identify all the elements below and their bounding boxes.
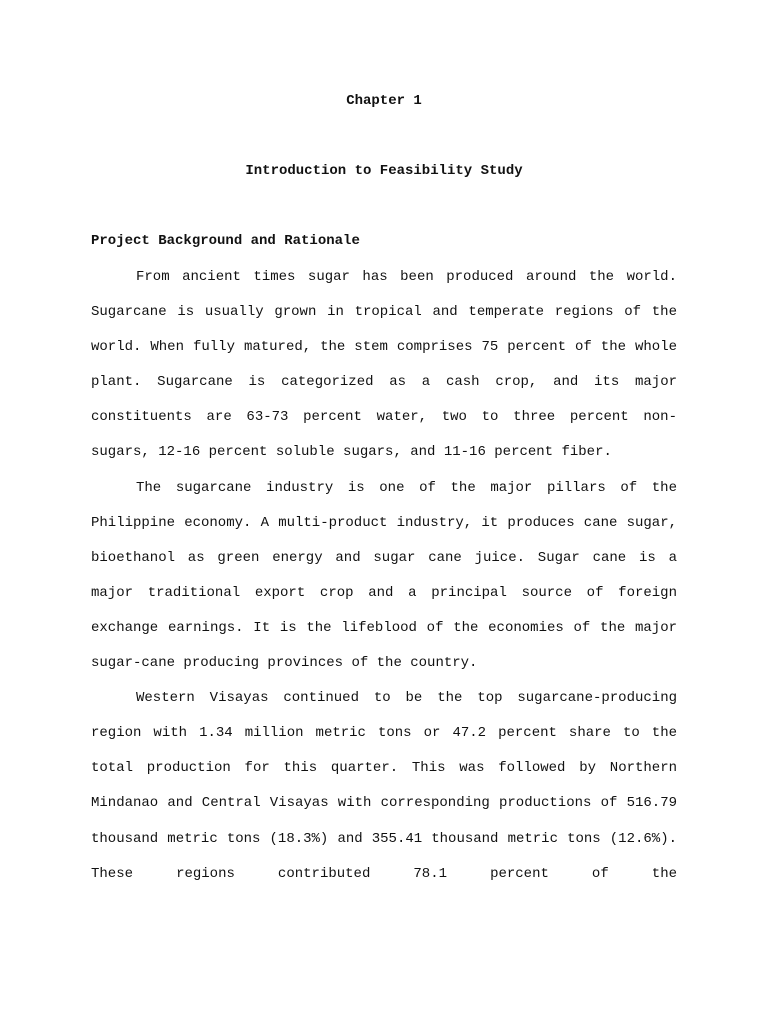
body-text (91, 260, 677, 892)
chapter-heading: Chapter 1 (346, 93, 422, 109)
document-title: Introduction to Feasibility Study (245, 163, 523, 179)
section-heading: Project Background and Rationale (91, 233, 360, 249)
paragraph: From ancient times sugar has been produced around the world. Sugarcane is usually grown in tropical and temperate regions of the world. When fully matured, the stem comprises 75 percent of the whole plant. Sugarcane is categorized as a cash crop, and its major constituents are 63-73 percent water, two to three percent non-sugars, 12-16 percent soluble sugars, and 11-16 percent fiber. (91, 269, 677, 461)
paragraph: The sugarcane industry is one of the major pillars of the Philippine economy. A multi-product industry, it produces cane sugar, bioethanol as green energy and sugar cane juice. Sugar cane is a major traditional export crop and a principal source of foreign exchange earnings. It is the lifeblood of the economies of the major sugar-cane producing provinces of the country. (91, 479, 677, 672)
paragraph: Western Visayas continued to be the top sugarcane-producing region with 1.34 million metric tons or 47.2 percent share to the total production for this quarter. This was followed by Northern Mindanao and Central Visayas with corresponding productions of 516.79 thousand metric tons (18.3%) and 355.41 thousand metric tons (12.6%). These regions contributed 78.1 percent of the (91, 690, 677, 882)
